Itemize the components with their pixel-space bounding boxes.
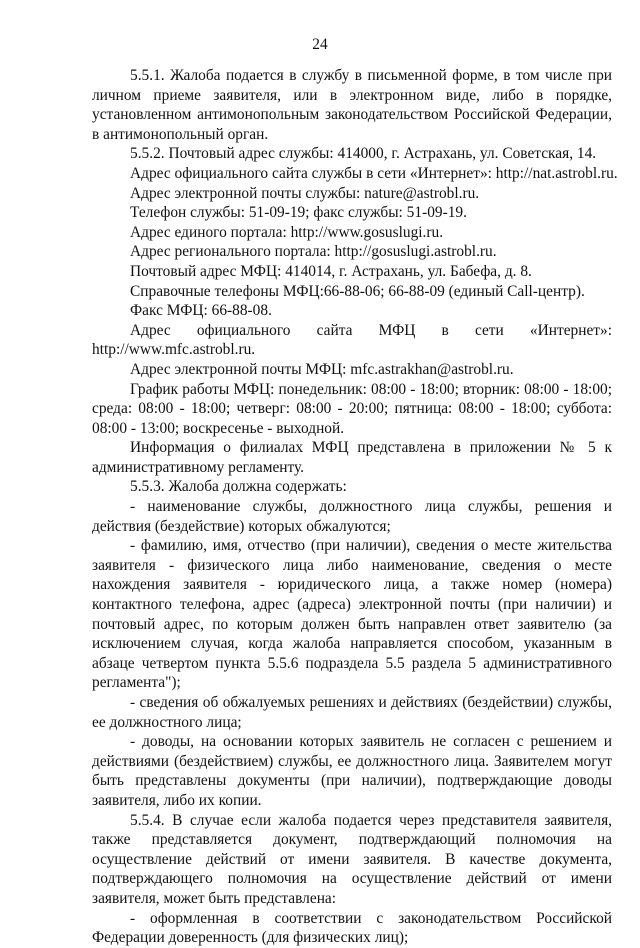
paragraph-service-site: Адрес официального сайта службы в сети «Интернет»: http://nat.astrobl.ru. (130, 164, 618, 182)
page-number: 24 (312, 36, 328, 53)
paragraph-service-phone: Телефон службы: 51-09-19; факс службы: 51-09-19. (130, 204, 467, 222)
paragraph-regional-portal: Адрес регионального портала: http://gosuslugi.astrobl.ru. (130, 243, 497, 261)
paragraph-5-5-4: 5.5.4. В случае если жалоба подается через представителя заявителя, также представляется документ, подтверждающий полномочия на осуществление действий от имени заявителя. В качестве документа, подтверждающего полномочия на осуществление действий от имени заявителя, может быть представлена: (92, 811, 612, 907)
paragraph-5-5-2: 5.5.2. Почтовый адрес службы: 414000, г. Астрахань, ул. Советская, 14. (130, 145, 597, 163)
paragraph-service-email: Адрес электронной почты службы: nature@astrobl.ru. (130, 184, 480, 202)
paragraph-mfc-phones: Справочные телефоны МФЦ:66-88-06; 66-88-09 (единый Call-центр). (130, 282, 585, 300)
paragraph-mfc-site: Адрес официального сайта МФЦ в сети «Интернет»: http://www.mfc.astrobl.ru. (92, 321, 612, 359)
list-item-power-of-attorney: - оформленная в соответствии с законодательством Российской Федерации доверенность (для физических лиц); (92, 909, 612, 947)
document-body (92, 66, 618, 948)
paragraph-5-5-1: 5.5.1. Жалоба подается в службу в письменной форме, в том числе при личном приеме заявителя, или в электронном виде, либо в порядке, установленном антимонопольным законодательством Российской Федерации, в антимонопольный орган. (92, 67, 612, 143)
paragraph-5-5-3: 5.5.3. Жалоба должна содержать: (130, 478, 347, 496)
paragraph-mfc-email: Адрес электронной почты МФЦ: mfc.astrakhan@astrobl.ru. (130, 360, 514, 378)
paragraph-mfc-fax: Факс МФЦ: 66-88-08. (130, 302, 272, 320)
paragraph-unified-portal: Адрес единого портала: http://www.gosuslugi.ru. (130, 223, 444, 241)
list-item-service-name: - наименование службы, должностного лица службы, решения и действия (бездействие) которых обжалуются; (92, 498, 612, 535)
list-item-appealed-decisions: - сведения об обжалуемых решениях и действиях (бездействии) службы, ее должностного лица; (92, 694, 612, 731)
list-item-arguments: - доводы, на основании которых заявитель не согласен с решением и действиями (бездействием) службы, ее должностного лица. Заявителем могут быть представлены документы (при наличии), подтверждающие доводы заявителя, либо их копии. (92, 733, 612, 809)
list-item-applicant-details: - фамилию, имя, отчество (при наличии), сведения о месте жительства заявителя - физического лица либо наименование, сведения о месте нахождения заявителя - юридического лица, а также номер (номера) контактного телефона, адрес (адреса) электронной почты (при наличии) и почтовый адрес, по которым должен быть направлен ответ заявителю (за исключением случая, когда жалоба направляется способом, указанным в абзаце четвертом пункта 5.5.6 подраздела 5.5 раздела 5 административного регламента"); (92, 537, 612, 692)
paragraph-branches-info: Информация о филиалах МФЦ представлена в приложении № 5 к административному регламенту. (92, 439, 612, 476)
paragraph-mfc-address: Почтовый адрес МФЦ: 414014, г. Астрахань, ул. Бабефа, д. 8. (130, 262, 532, 280)
paragraph-mfc-schedule: График работы МФЦ: понедельник: 08:00 - 18:00; вторник: 08:00 - 18:00; среда: 08:00 - 18:00; четверг: 08:00 - 20:00; пятница: 08:00 - 18:00; суббота: 08:00 - 13:00; воскресенье - выходной. (92, 380, 612, 437)
